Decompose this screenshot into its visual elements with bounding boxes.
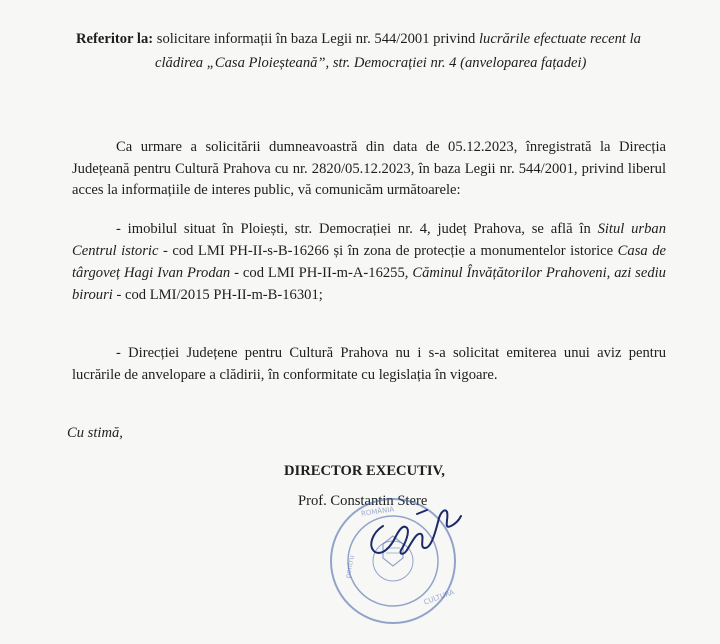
closing-salutation: Cu stimă, — [67, 425, 123, 441]
paragraph-2-text-3: - cod LMI PH-II-m-A-16255, — [234, 265, 409, 281]
paragraph-2-text-2: - cod LMI PH-II-s-B-16266 și în zona de protecție a monumentelor istorice — [162, 243, 614, 259]
paragraph-3-line-1: - Direcției Județene pentru Cultură Prahova nu i s-a solicitat emiterea unui aviz pentru — [116, 345, 666, 361]
reference-subject: lucrările efectuate recent la — [479, 31, 641, 47]
svg-text:pentru: pentru — [343, 554, 356, 579]
signatory-name: Prof. Constantin Stere — [298, 493, 428, 509]
reference-line-1 — [76, 30, 668, 48]
paragraph-2-italic-6: birouri — [72, 287, 113, 303]
paragraph-1-line-3: acces la informațiile de interes public, vă comunicăm următoarele: — [72, 182, 461, 198]
paragraph-2-italic-5: Căminul Învățătorilor Prahoveni, azi sediu — [412, 265, 666, 281]
paragraph-2-italic-2: Centrul istoric — [72, 243, 159, 259]
paragraph-2-line-1 — [116, 220, 666, 238]
svg-text:CULTURA: CULTURA — [422, 588, 456, 607]
paragraph-2-line-3 — [72, 264, 666, 282]
reference-text: solicitare informații în baza Legii nr. 544/2001 privind — [156, 31, 476, 47]
reference-line-2: clădirea „Casa Ploieșteană”, str. Democrației nr. 4 (anveloparea fațadei) — [155, 55, 587, 71]
paragraph-1-line-1: Ca urmare a solicitării dumneavoastră din data de 05.12.2023, înregistrată la Direcția — [116, 139, 666, 155]
svg-text:ROMÂNIA: ROMÂNIA — [360, 505, 395, 518]
paragraph-1-line-2: Județeană pentru Cultură Prahova cu nr. 2820/05.12.2023, în baza Legii nr. 544/2001, privind liberul — [72, 161, 666, 177]
paragraph-2-italic-1: Situl urban — [597, 221, 666, 237]
paragraph-2-line-2 — [72, 242, 666, 260]
signatory-title: DIRECTOR EXECUTIV, — [284, 463, 445, 479]
paragraph-2-line-4 — [72, 286, 323, 304]
paragraph-3-line-2: lucrările de anvelopare a clădirii, în conformitate cu legislația în vigoare. — [72, 367, 498, 383]
paragraph-2-text-4: - cod LMI/2015 PH-II-m-B-16301; — [116, 287, 323, 303]
handwritten-signature-icon — [355, 490, 465, 570]
paragraph-2-italic-4: târgoveț Hagi Ivan Prodan — [72, 265, 231, 281]
paragraph-2-italic-3: Casa de — [617, 243, 666, 259]
reference-label: Referitor la: — [76, 31, 154, 47]
paragraph-2-text-1: - imobilul situat în Ploiești, str. Democrației nr. 4, județ Prahova, se află în — [116, 221, 591, 237]
